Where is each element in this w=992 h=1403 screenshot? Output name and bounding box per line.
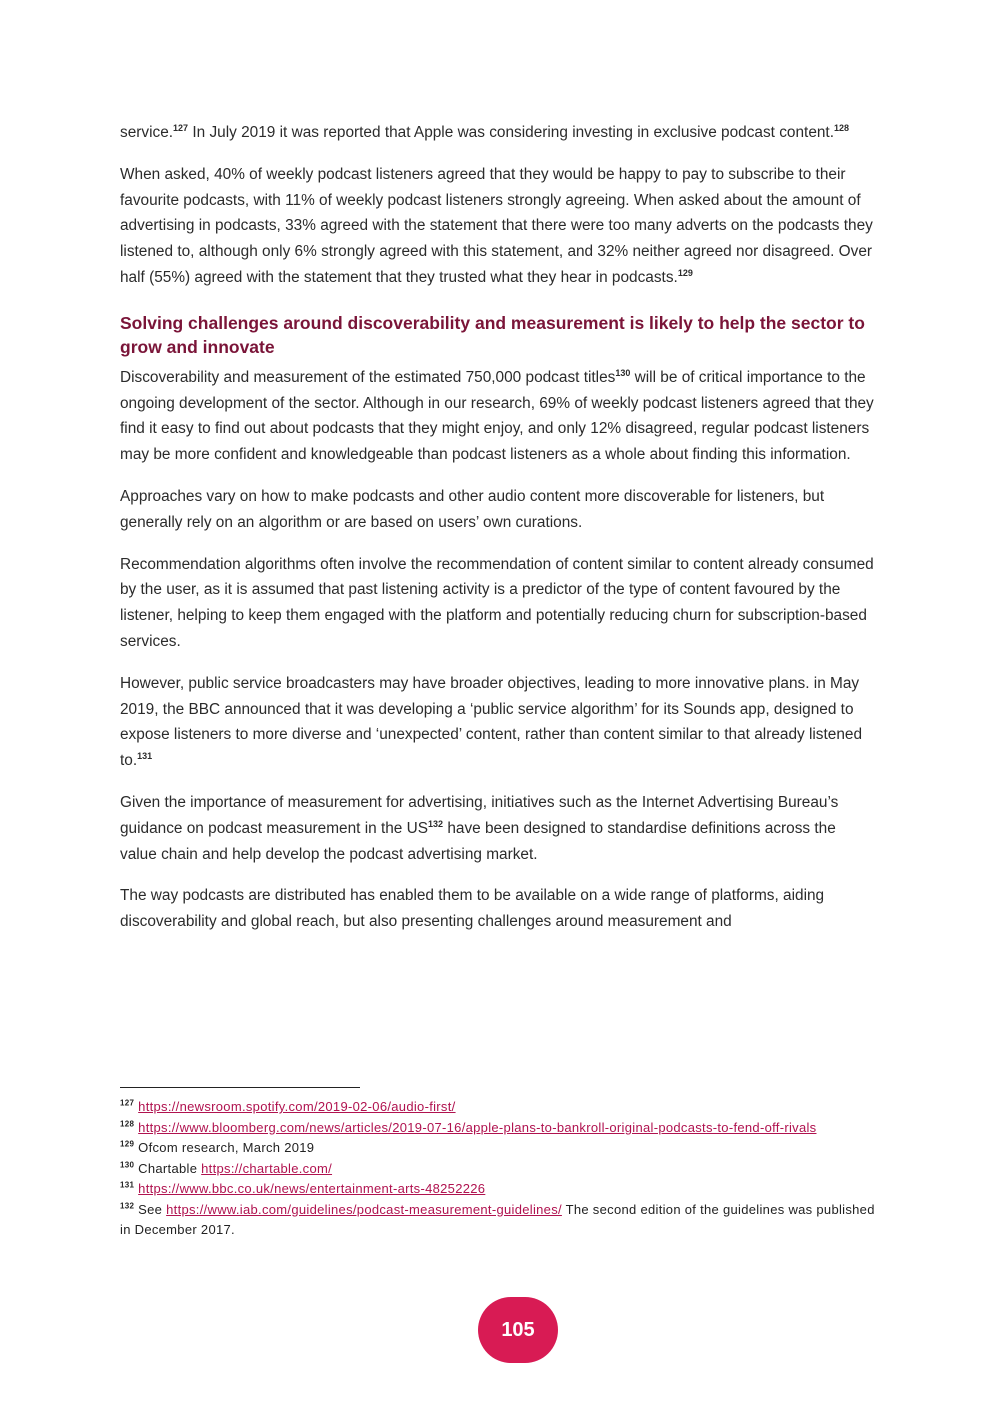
footnote-number: 132 — [120, 1201, 135, 1211]
footnote-ref[interactable]: 127 — [173, 122, 189, 133]
footnote-number: 128 — [120, 1119, 135, 1129]
footnote-text: Chartable — [138, 1160, 202, 1176]
paragraph-text: In July 2019 it was reported that Apple was considering investing in exclusive podcast content. — [188, 124, 834, 141]
main-content — [120, 120, 876, 951]
footnote — [120, 1179, 880, 1200]
paragraph-text: Discoverability and measurement of the estimated 750,000 podcast titles — [120, 368, 616, 386]
footnote-number: 131 — [120, 1180, 135, 1190]
page-number: 105 — [501, 1318, 535, 1341]
footnote — [120, 1118, 880, 1139]
paragraph — [120, 365, 876, 468]
footnote-link[interactable]: https://newsroom.spotify.com/2019-02-06/audio-first/ — [138, 1099, 456, 1114]
footnote — [120, 1200, 880, 1241]
footnote-divider — [120, 1087, 360, 1088]
footnote — [120, 1138, 880, 1159]
paragraph — [120, 671, 876, 774]
footnote-text: Ofcom research, March 2019 — [138, 1140, 315, 1155]
page-number-badge — [478, 1297, 558, 1363]
paragraph — [120, 162, 876, 291]
footnote-number: 129 — [120, 1139, 135, 1149]
paragraph — [120, 790, 876, 867]
footnote-number: 127 — [120, 1098, 135, 1108]
footnote — [120, 1159, 880, 1180]
footnote-number: 130 — [120, 1160, 135, 1170]
footnote-ref[interactable]: 129 — [677, 267, 693, 278]
section-heading: Solving challenges around discoverability and measurement is likely to help the sector to grow and innovate — [120, 312, 865, 357]
footnote — [120, 1097, 880, 1118]
paragraph-text: have been designed to standardise definitions across the value chain and help develop the podcast advertising market. — [120, 819, 836, 863]
footnote-link[interactable]: https://chartable.com/ — [201, 1160, 333, 1176]
paragraph-text: will be of critical importance to the ongoing development of the sector. Although in our research, 69% of weekly podcast listeners agreed that they find it easy to find out about podcasts that they might enjoy, and only 12% disagreed, regular podcast listeners may be more confident and knowledgeable than podcast listeners as a whole about finding this information. — [120, 368, 874, 464]
paragraph — [120, 120, 876, 146]
paragraph-text: Given the importance of measurement for advertising, initiatives such as the Internet Advertising Bureau’s guidance on podcast measurement in the US — [120, 793, 839, 837]
footnote-link[interactable]: https://www.bloomberg.com/news/articles/2019-07-16/apple-plans-to-bankroll-original-podcasts-to-fend-off-rivals — [138, 1119, 817, 1135]
paragraph-text: When asked, 40% of weekly podcast listeners agreed that they would be happy to pay to subscribe to their favourite podcasts, with 11% of weekly podcast listeners strongly agreeing. When asked about the amount of advertising in podcasts, 33% agreed with the statement that there were too many adverts on the podcasts they listened to, although only 6% strongly agreed with this statement, and 32% neither agreed nor disagreed. Over half (55%) agreed with the statement that they trusted what they hear in podcasts. — [120, 165, 873, 286]
footnote-text: The second edition of the guidelines was published in December 2017. — [120, 1201, 875, 1237]
footnote-ref[interactable]: 130 — [615, 367, 631, 378]
paragraph-text: However, public service broadcasters may have broader objectives, leading to more innovative plans. in May 2019, the BBC announced that it was developing a ‘public service algorithm’ for its Sounds app, designed to expose listeners to more diverse and ‘unexpected’ content, rather than content similar to that already listened to. — [120, 674, 863, 770]
paragraph: Recommendation algorithms often involve the recommendation of content similar to content already consumed by the user, as it is assumed that past listening activity is a predictor of the type of content favoured by the listener, helping to keep them engaged with the platform and potentially reducing churn for subscription-based services. — [120, 555, 874, 650]
paragraph-text: service. — [120, 124, 174, 141]
paragraph: The way podcasts are distributed has enabled them to be available on a wide range of platforms, aiding discoverability and global reach, but also presenting challenges around measurement and — [120, 887, 825, 931]
footnotes — [120, 1097, 880, 1241]
footnote-link[interactable]: https://www.bbc.co.uk/news/entertainment-arts-48252226 — [138, 1181, 486, 1196]
paragraph: Approaches vary on how to make podcasts and other audio content more discoverable for listeners, but generally rely on an algorithm or are based on users’ own curations. — [120, 487, 825, 531]
footnote-ref[interactable]: 128 — [834, 122, 850, 133]
footnote-ref[interactable]: 132 — [428, 818, 444, 829]
footnote-link[interactable]: https://www.iab.com/guidelines/podcast-measurement-guidelines/ — [166, 1201, 562, 1217]
footnote-ref[interactable]: 131 — [137, 751, 153, 762]
footnote-text: See — [138, 1201, 167, 1217]
